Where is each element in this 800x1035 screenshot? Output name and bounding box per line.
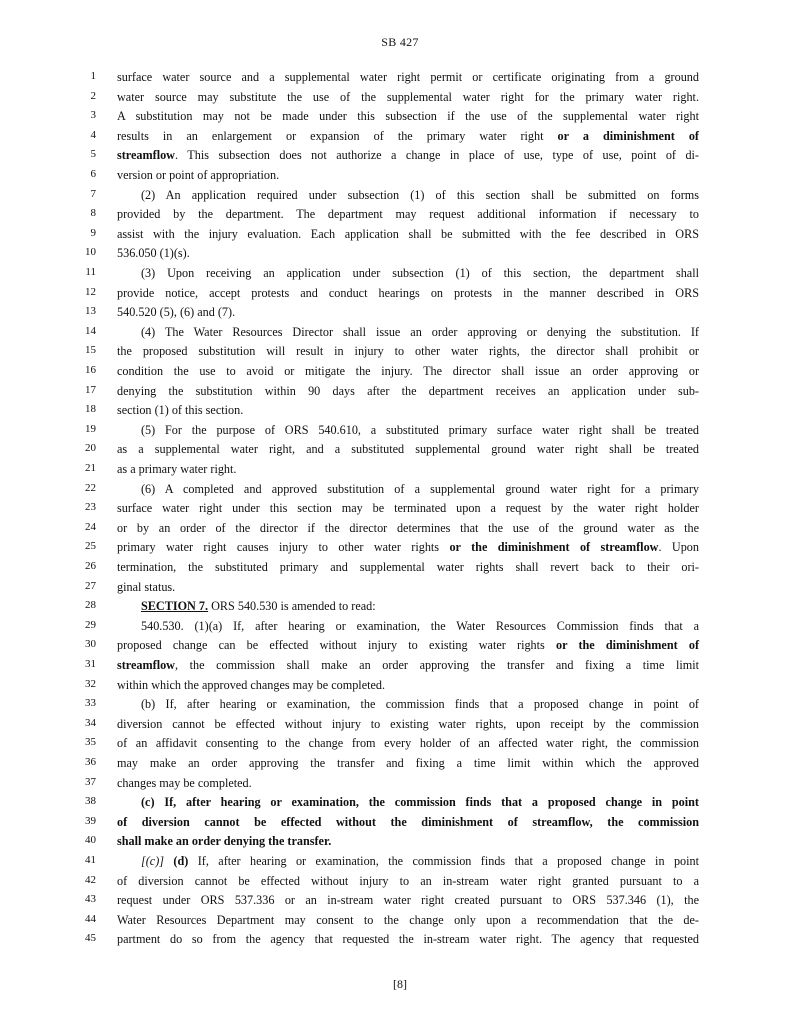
- text-run: version or point of appropriation.: [117, 168, 280, 182]
- line-text: [117, 382, 699, 402]
- document-line: [0, 166, 800, 186]
- document-line: [0, 68, 800, 88]
- document-line: [0, 793, 800, 813]
- line-number: 7: [90, 187, 96, 200]
- text-run: termination, the substituted primary and supplemental water rights shall revert back to their ori-: [117, 560, 699, 574]
- document-line: [0, 362, 800, 382]
- document-line: [0, 578, 800, 598]
- text-run: provided by the department. The department may request additional information if necessary to: [117, 207, 699, 222]
- document-line: [0, 460, 800, 480]
- line-text: [141, 597, 699, 617]
- text-run: (2) An application required under subsection (1) of this section shall be submitted on forms: [141, 187, 699, 202]
- text-run: . This subsection does not authorize a change in place of use, type of use, point of di-: [175, 148, 699, 163]
- line-number: 37: [85, 775, 96, 788]
- document-line: [0, 519, 800, 539]
- line-text: [117, 636, 699, 656]
- text-run: request under ORS 537.336 or an in-stream water right created pursuant to ORS 537.346 (1), the: [117, 893, 699, 908]
- line-number: 16: [85, 364, 96, 376]
- line-text: [117, 68, 699, 88]
- text-run: as a supplemental water right, and a substituted supplemental ground water right shall be treated: [117, 442, 699, 457]
- line-number: 28: [85, 599, 96, 612]
- line-text: [117, 676, 699, 696]
- bold-amendment-text: or the diminishment of streamflow: [449, 540, 659, 555]
- line-number: 21: [85, 462, 96, 474]
- line-number: 22: [85, 481, 96, 494]
- document-line: [0, 499, 800, 519]
- text-run: (b) If, after hearing or examination, the commission finds that a proposed change in point of: [141, 697, 699, 712]
- line-text: [117, 832, 699, 852]
- document-line: [0, 127, 800, 147]
- line-text: [141, 421, 699, 441]
- text-run: [164, 854, 173, 868]
- line-text: [117, 166, 699, 186]
- line-text: [141, 323, 699, 343]
- line-number: 1: [90, 70, 96, 82]
- text-run: , the commission shall make an order approving the transfer and fixing a time limit: [175, 658, 699, 672]
- line-text: [117, 891, 699, 911]
- deleted-text: [(c)]: [141, 854, 165, 868]
- line-text: [117, 127, 699, 147]
- text-run: condition the use to avoid or mitigate the injury. The director shall issue an order approving or: [117, 364, 699, 378]
- line-text: [141, 617, 699, 637]
- bold-amendment-text: streamflow: [117, 658, 175, 672]
- document-line: [0, 186, 800, 206]
- line-number: 31: [85, 658, 96, 670]
- document-line: [0, 107, 800, 127]
- line-text: [117, 656, 699, 676]
- line-text: [117, 578, 699, 598]
- document-line: [0, 872, 800, 892]
- document-line: [0, 225, 800, 245]
- line-text: [117, 460, 699, 480]
- line-number: 17: [85, 383, 96, 396]
- line-text: [141, 793, 699, 813]
- line-number: 33: [85, 697, 96, 710]
- line-text: [117, 499, 699, 519]
- line-text: [117, 558, 699, 578]
- document-line: [0, 244, 800, 264]
- document-line: [0, 284, 800, 304]
- document-line: [0, 676, 800, 696]
- document-line: [0, 342, 800, 362]
- bold-amendment-text: streamflow: [117, 148, 175, 163]
- line-text: [117, 911, 699, 931]
- line-number: 20: [85, 442, 96, 455]
- text-run: surface water source and a supplemental water right permit or certificate originating from a ground: [117, 70, 699, 84]
- bold-amendment-text: SECTION 7.: [141, 599, 209, 614]
- document-line: [0, 832, 800, 852]
- line-text: [117, 244, 699, 264]
- page-header: SB 427: [381, 35, 419, 49]
- line-number: 23: [85, 501, 96, 514]
- line-number: 41: [85, 854, 96, 866]
- document-line: [0, 636, 800, 656]
- bold-amendment-text: (d): [173, 854, 189, 868]
- text-run: proposed change can be effected without injury to existing water rights: [117, 638, 556, 653]
- line-number: 26: [85, 560, 96, 572]
- line-number: 32: [85, 677, 96, 690]
- text-run: If, after hearing or examination, the commission finds that a proposed change in point: [188, 854, 699, 868]
- document-line: [0, 597, 800, 617]
- line-number: 8: [90, 207, 96, 220]
- text-run: changes may be completed.: [117, 775, 252, 790]
- line-number: 18: [85, 403, 96, 416]
- bold-amendment-text: (c) If, after hearing or examination, the commission finds that a proposed change in point: [141, 795, 699, 810]
- document-line: [0, 264, 800, 284]
- line-number: 39: [85, 814, 96, 827]
- document-line: [0, 303, 800, 323]
- line-number: 27: [85, 579, 96, 592]
- line-number: 13: [85, 305, 96, 318]
- document-line: [0, 480, 800, 500]
- line-text: [117, 715, 699, 735]
- text-run: 540.530. (1)(a) If, after hearing or examination, the Water Resources Commission finds that a: [141, 618, 699, 633]
- line-text: [117, 774, 699, 794]
- line-number: 36: [85, 756, 96, 768]
- document-line: [0, 401, 800, 421]
- line-number: 40: [85, 834, 96, 847]
- text-run: or by an order of the director if the director determines that the use of the ground water as the: [117, 520, 699, 535]
- text-run: (3) Upon receiving an application under subsection (1) of this section, the department shall: [141, 266, 699, 280]
- text-run: Water Resources Department may consent to the change only upon a recommendation that the de-: [117, 912, 699, 927]
- text-run: assist with the injury evaluation. Each application shall be submitted with the fee described in ORS: [117, 226, 699, 241]
- text-run: . Upon: [658, 540, 699, 555]
- text-run: diversion cannot be effected without injury to existing water rights, upon receipt by the commission: [117, 716, 699, 731]
- line-text: [117, 146, 699, 166]
- line-number: 3: [90, 109, 96, 122]
- line-number: 34: [85, 716, 96, 729]
- bold-amendment-text: or a diminishment of: [557, 128, 699, 143]
- line-number: 4: [90, 128, 96, 141]
- line-number: 14: [85, 324, 96, 337]
- line-number: 38: [85, 795, 96, 808]
- line-number: 24: [85, 520, 96, 533]
- text-run: within which the approved changes may be completed.: [117, 677, 386, 692]
- line-text: [117, 734, 699, 754]
- line-number: 30: [85, 638, 96, 651]
- text-run: A substitution may not be made under this subsection if the use of the supplemental water right: [117, 109, 699, 124]
- line-number: 43: [85, 893, 96, 906]
- line-text: [117, 872, 699, 892]
- document-line: [0, 617, 800, 637]
- document-line: [0, 754, 800, 774]
- document-line: [0, 695, 800, 715]
- document-line: [0, 88, 800, 108]
- document-line: [0, 715, 800, 735]
- line-number: 35: [85, 736, 96, 749]
- document-line: [0, 891, 800, 911]
- text-run: as a primary water right.: [117, 462, 237, 476]
- document-line: [0, 323, 800, 343]
- text-run: the proposed substitution will result in injury to other water rights, the director shall prohibit or: [117, 344, 699, 359]
- line-text: [117, 107, 699, 127]
- text-run: ORS 540.530 is amended to read:: [208, 599, 376, 614]
- text-run: partment do so from the agency that requested the in-stream water right. The agency that requested: [117, 932, 699, 947]
- text-run: (4) The Water Resources Director shall issue an order approving or denying the substitution. If: [141, 324, 699, 339]
- page-number: [8]: [393, 977, 407, 991]
- text-run: water source may substitute the use of the supplemental water right for the primary water right.: [117, 89, 699, 104]
- document-line: [0, 656, 800, 676]
- line-text: [141, 264, 699, 284]
- document-line: [0, 382, 800, 402]
- line-number: 11: [85, 266, 96, 278]
- text-run: of an affidavit consenting to the change from every holder of an affected water right, the commission: [117, 736, 699, 751]
- line-number: 29: [85, 618, 96, 631]
- text-run: 540.520 (5), (6) and (7).: [117, 305, 236, 320]
- document-line: [0, 813, 800, 833]
- line-text: [141, 480, 699, 500]
- document-line: [0, 440, 800, 460]
- line-number: 6: [90, 168, 96, 180]
- line-text: [117, 440, 699, 460]
- line-number: 42: [85, 873, 96, 886]
- line-text: [117, 930, 699, 950]
- line-number: 5: [90, 148, 96, 161]
- line-number: 12: [85, 285, 96, 298]
- line-text: [117, 519, 699, 539]
- text-run: primary water right causes injury to other water rights: [117, 540, 450, 555]
- line-text: [117, 401, 699, 421]
- line-text: [117, 813, 699, 833]
- line-number: 10: [85, 246, 96, 259]
- bold-amendment-text: or the diminishment of: [555, 638, 700, 653]
- line-text: [117, 303, 699, 323]
- text-run: denying the substitution within 90 days after the department receives an application under sub-: [117, 383, 699, 398]
- document-line: [0, 734, 800, 754]
- text-run: ginal status.: [117, 579, 176, 594]
- text-run: results in an enlargement or expansion of the primary water right: [117, 128, 558, 143]
- line-number: 19: [85, 422, 96, 435]
- document-line: [0, 852, 800, 872]
- document-line: [0, 205, 800, 225]
- document-line: [0, 930, 800, 950]
- line-text: [141, 852, 699, 872]
- document-line: [0, 558, 800, 578]
- line-text: [117, 754, 699, 774]
- line-text: [117, 342, 699, 362]
- document-line: [0, 911, 800, 931]
- text-run: 536.050 (1)(s).: [117, 246, 190, 261]
- line-text: [117, 88, 699, 108]
- text-run: surface water right under this section may be terminated upon a request by the water right holder: [117, 501, 699, 516]
- text-run: section (1) of this section.: [117, 403, 244, 418]
- line-number: 2: [90, 89, 96, 102]
- document-line: [0, 774, 800, 794]
- line-text: [141, 695, 699, 715]
- document-line: [0, 421, 800, 441]
- text-run: may make an order approving the transfer and fixing a time limit within which the approved: [117, 756, 699, 770]
- bold-amendment-text: shall make an order denying the transfer.: [117, 834, 332, 849]
- line-text: [117, 205, 699, 225]
- text-run: provide notice, accept protests and conduct hearings on protests in the manner described in ORS: [117, 285, 699, 300]
- line-text: [117, 362, 699, 382]
- document-line: [0, 146, 800, 166]
- document-line: [0, 538, 800, 558]
- text-run: (6) A completed and approved substitution of a supplemental ground water right for a primary: [141, 481, 699, 496]
- line-number: 44: [85, 912, 96, 925]
- line-text: [117, 538, 699, 558]
- text-run: of diversion cannot be effected without injury to an in-stream water right granted pursuant to a: [117, 873, 699, 888]
- line-text: [117, 225, 699, 245]
- line-number: 15: [85, 344, 96, 357]
- line-number: 9: [90, 226, 96, 239]
- text-run: (5) For the purpose of ORS 540.610, a substituted primary surface water right shall be treated: [141, 422, 699, 437]
- line-text: [141, 186, 699, 206]
- line-text: [117, 284, 699, 304]
- bold-amendment-text: of diversion cannot be effected without the diminishment of streamflow, the commission: [117, 814, 699, 829]
- line-number: 45: [85, 932, 96, 945]
- line-number: 25: [85, 540, 96, 553]
